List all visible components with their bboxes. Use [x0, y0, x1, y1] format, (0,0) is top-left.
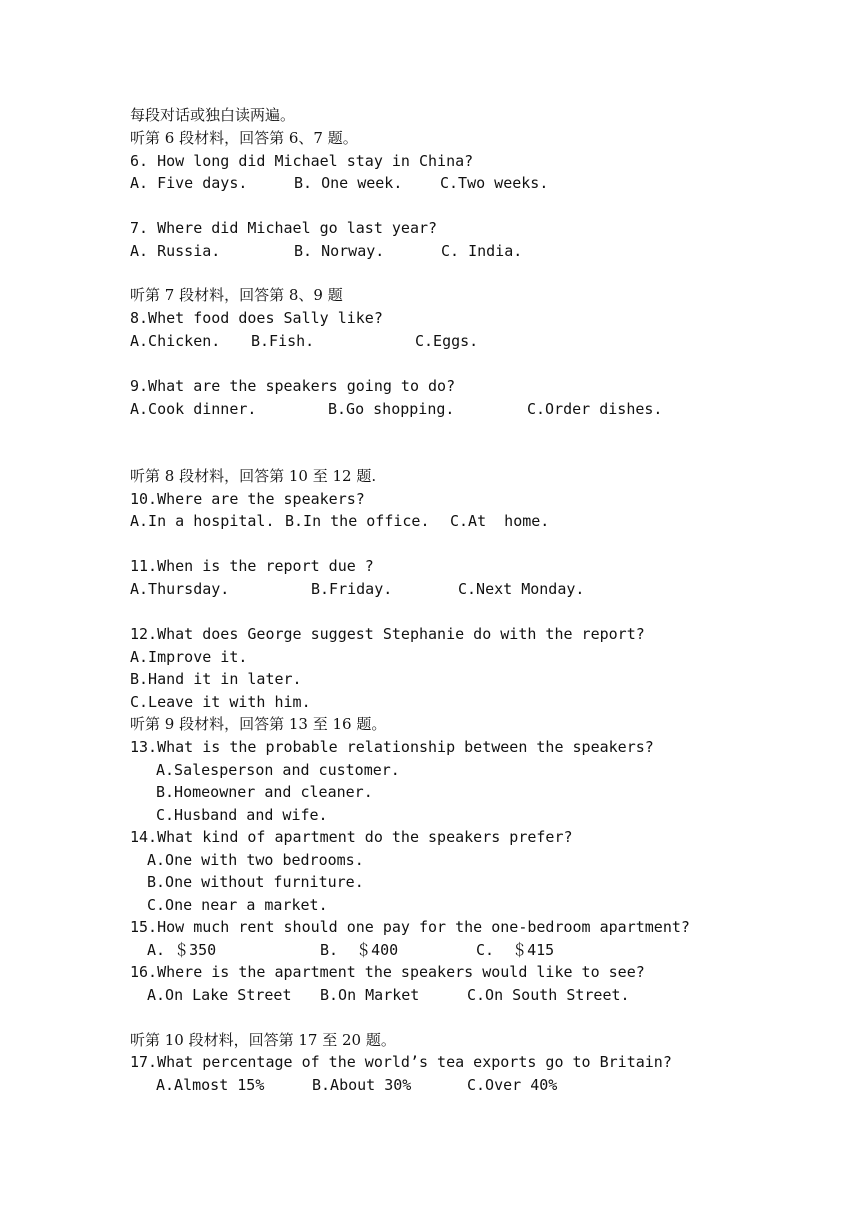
option-a: A. Russia. [130, 242, 221, 260]
question-text: 15.How much rent should one pay for the one-bedroom apartment? [130, 918, 690, 936]
option-c: C.Order dishes. [527, 400, 663, 418]
option-c: C.Leave it with him. [130, 693, 311, 711]
option-a: A. ＄350 [147, 941, 217, 959]
option-b: B.Hand it in later. [130, 670, 302, 688]
options-row [130, 398, 662, 420]
option-b: B.One without furniture. [147, 873, 364, 891]
option-b: B. ＄400 [320, 941, 399, 959]
option-a: A.One with two bedrooms. [147, 851, 364, 869]
question-text: 10.Where are the speakers? [130, 490, 365, 508]
option-b: B.Homeowner and cleaner. [156, 783, 373, 801]
option-a: A.On Lake Street [147, 986, 292, 1004]
option-a: A.Cook dinner. [130, 400, 257, 418]
option-b: B.On Market [320, 986, 420, 1004]
question-text: 8.Whet food does Sally like? [130, 309, 383, 327]
option-b: B.About 30% [312, 1076, 412, 1094]
option-b: B.In the office. [285, 512, 430, 530]
question-text: 9.What are the speakers going to do? [130, 377, 456, 395]
question-text: 13.What is the probable relationship between the speakers? [130, 738, 654, 756]
question-text: 6. How long did Michael stay in China? [130, 152, 474, 170]
intro-text: 每段对话或独白读两遍。 [130, 106, 296, 124]
section-header: 听第 10 段材料，回答第 17 至 20 题。 [130, 1031, 396, 1049]
option-b: B.Friday. [311, 580, 393, 598]
question-text: 12.What does George suggest Stephanie do with the report? [130, 625, 645, 643]
options-row [130, 172, 548, 194]
option-c: C.Two weeks. [440, 174, 549, 192]
option-c: C.Eggs. [415, 332, 479, 350]
options-row [130, 510, 549, 532]
options-row [130, 240, 522, 262]
option-a: A.Thursday. [130, 580, 230, 598]
option-c: C.Over 40% [467, 1076, 558, 1094]
options-row [130, 578, 584, 600]
option-c: C.Next Monday. [458, 580, 585, 598]
options-row [130, 330, 478, 352]
question-text: 7. Where did Michael go last year? [130, 219, 438, 237]
section-header: 听第 6 段材料，回答第 6、7 题。 [130, 129, 358, 147]
option-b: B.Go shopping. [328, 400, 455, 418]
option-a: A.Salesperson and customer. [156, 761, 400, 779]
section-header: 听第 9 段材料，回答第 13 至 16 题。 [130, 715, 387, 733]
section-header: 听第 7 段材料，回答第 8、9 题 [130, 286, 343, 304]
option-c: C.On South Street. [467, 986, 630, 1004]
option-c: C.At home. [450, 512, 550, 530]
question-text: 11.When is the report due ? [130, 557, 374, 575]
options-row [147, 939, 554, 961]
option-c: C.One near a market. [147, 896, 328, 914]
option-b: B. Norway. [294, 242, 385, 260]
option-b: B. One week. [294, 174, 403, 192]
option-c: C.Husband and wife. [156, 806, 328, 824]
question-text: 16.Where is the apartment the speakers would like to see? [130, 963, 645, 981]
option-a: A.Improve it. [130, 648, 248, 666]
option-c: C. ＄415 [476, 941, 555, 959]
section-header: 听第 8 段材料，回答第 10 至 12 题. [130, 467, 377, 485]
option-a: A.Chicken. [130, 332, 221, 350]
options-row [147, 984, 630, 1006]
option-a: A. Five days. [130, 174, 248, 192]
question-text: 14.What kind of apartment do the speakers prefer? [130, 828, 573, 846]
options-row [156, 1074, 557, 1096]
option-c: C. India. [441, 242, 523, 260]
option-b: B.Fish. [251, 332, 315, 350]
option-a: A.In a hospital. [130, 512, 275, 530]
option-a: A.Almost 15% [156, 1076, 265, 1094]
question-text: 17.What percentage of the world’s tea exports go to Britain? [130, 1053, 672, 1071]
